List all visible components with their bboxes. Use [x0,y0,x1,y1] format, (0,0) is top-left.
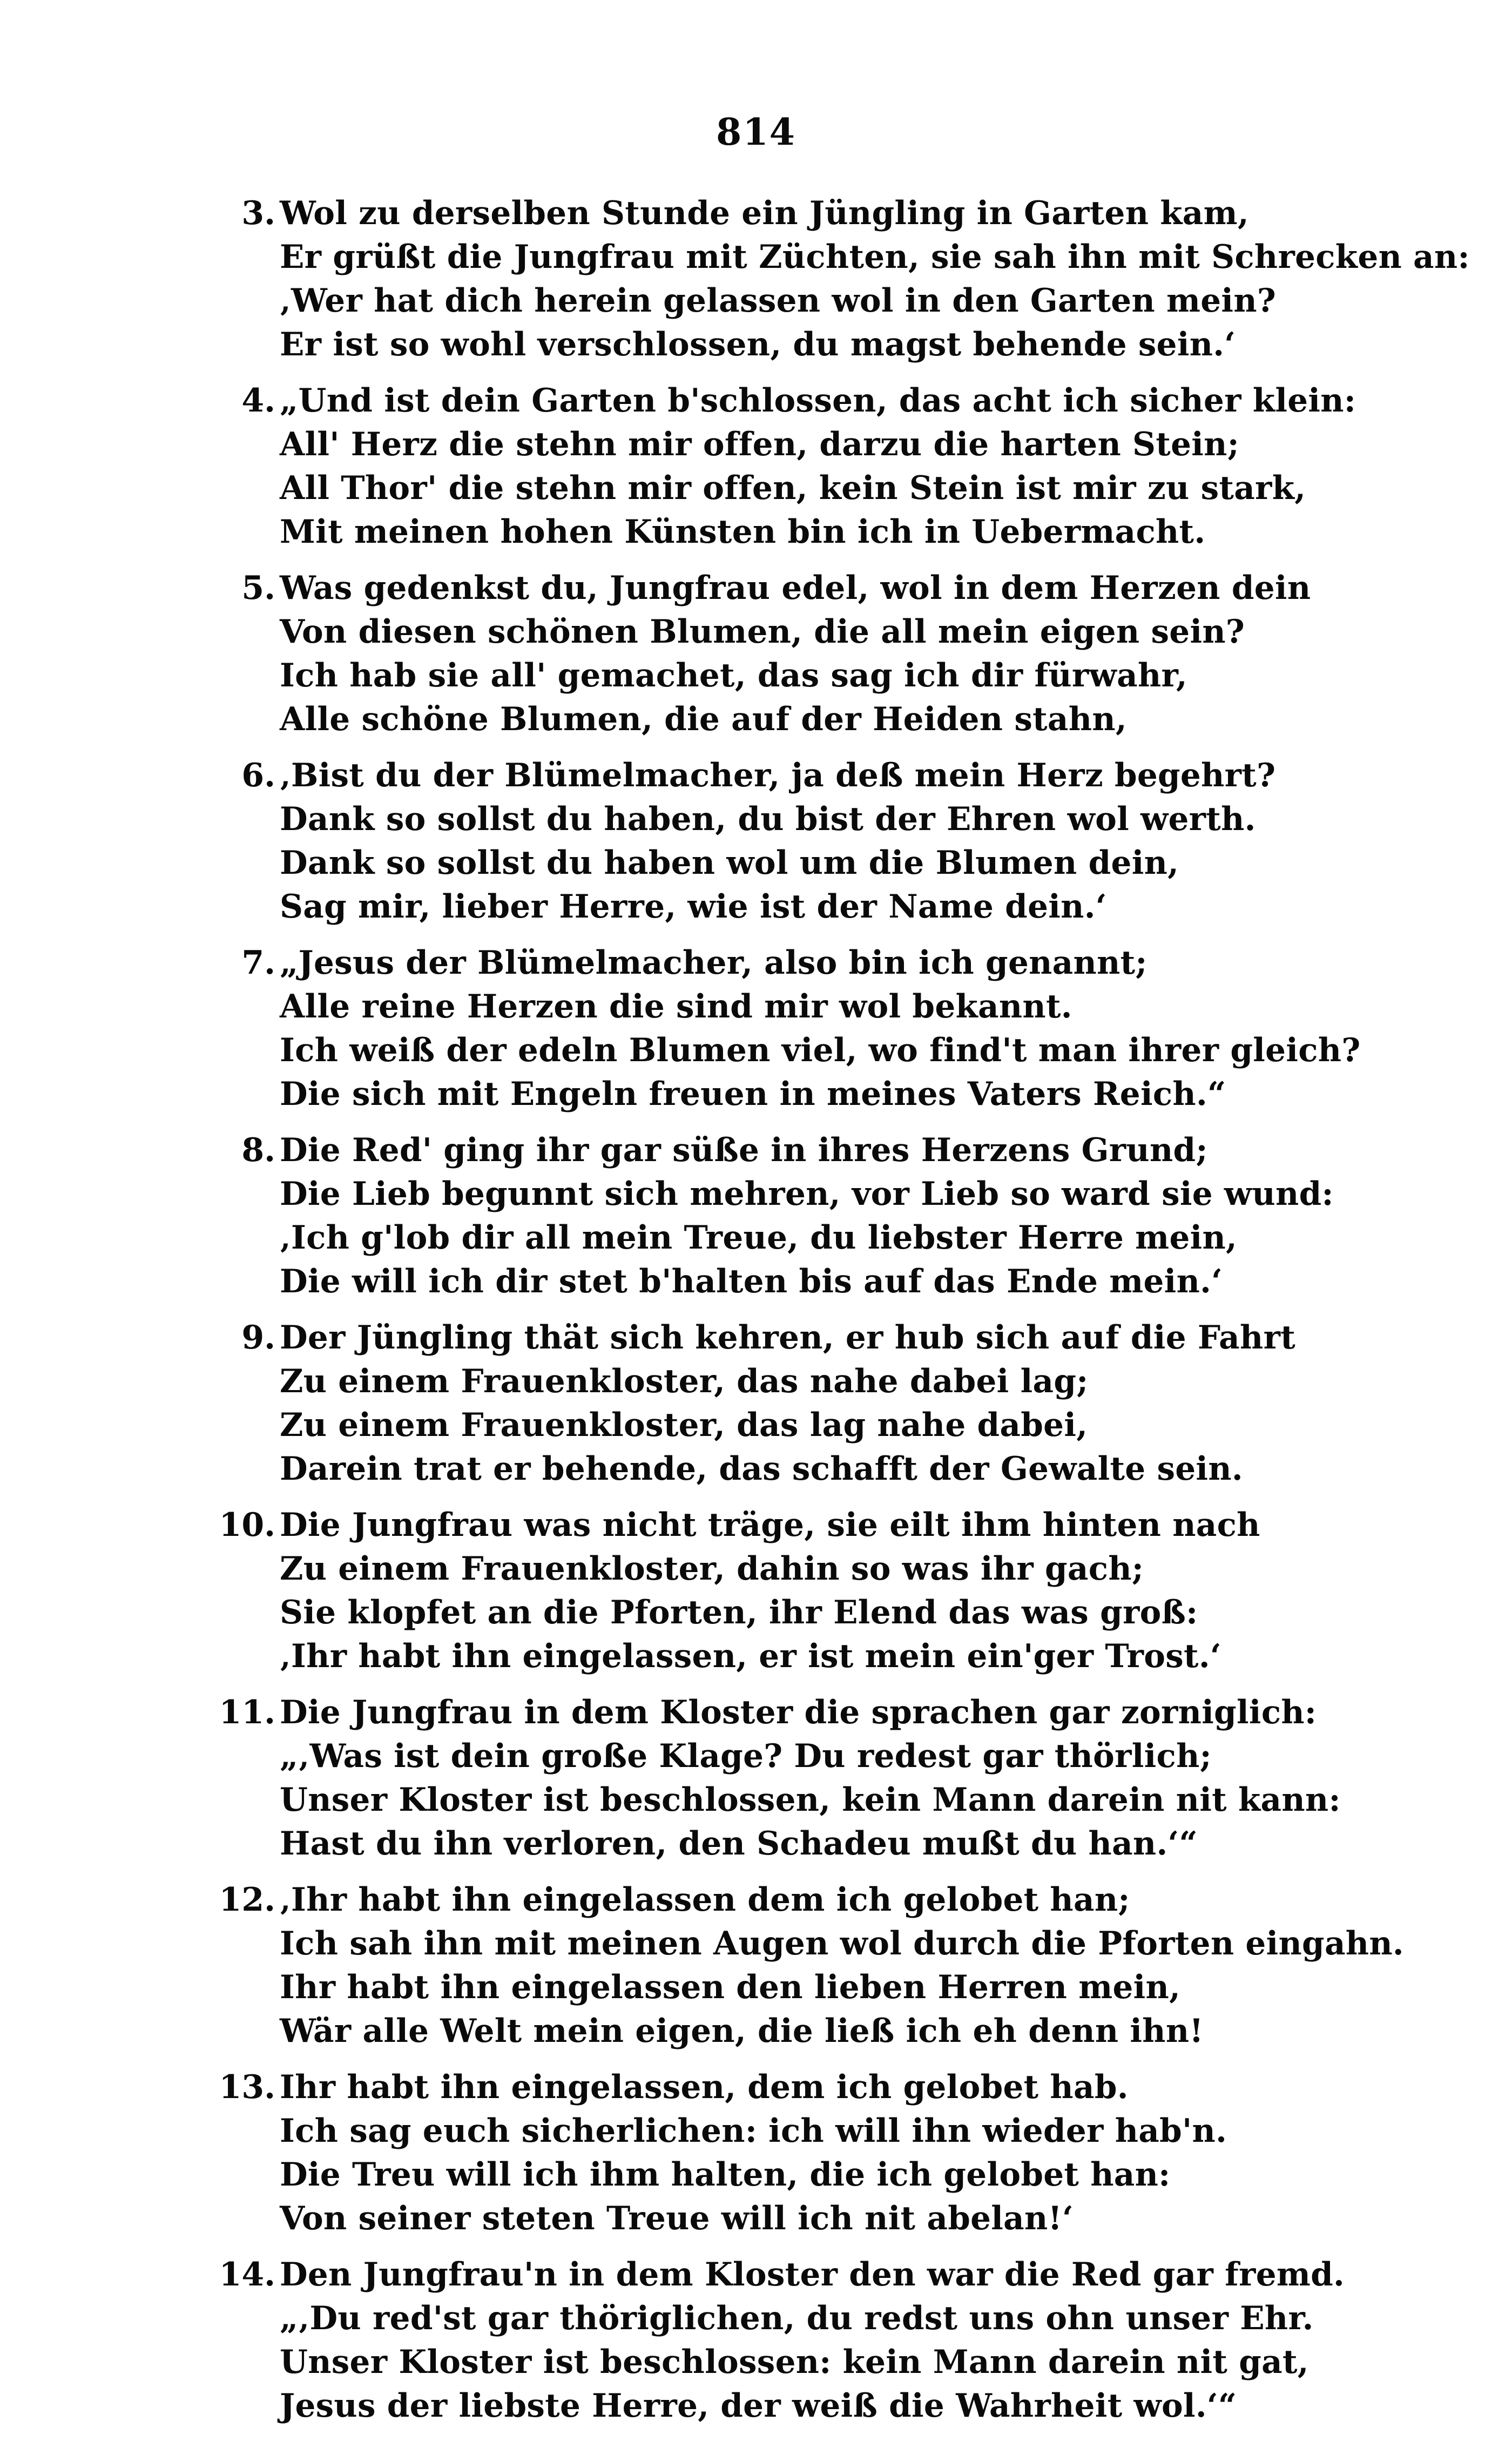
verse-line: Dank so sollst du haben wol um die Blumen dein, [280,844,1179,882]
verse-line: „Und ist dein Garten b'schlossen, das acht ich sicher klein: [280,382,1356,420]
verse-line: Ihr habt ihn eingelassen den lieben Herren mein, [280,1968,1181,2006]
stanza-lines [275,1503,1485,1678]
stanza [205,2253,1485,2428]
verse-line: Die Treu will ich ihm halten, die ich gelobet han: [280,2156,1171,2194]
stanza-lines [275,2066,1485,2241]
verse-line: „Jesus der Blümelmacher, also bin ich genannt; [280,944,1148,982]
stanza-number: 13. [219,2068,275,2106]
verse-line: Zu einem Frauenkloster, dahin so was ihr gach; [280,1550,1144,1588]
stanza-lines [275,1691,1485,1866]
stanza [205,1691,1485,1866]
verse-line: All Thor' die stehn mir offen, kein Stein ist mir zu stark, [280,469,1306,507]
verse-line: Darein trat er behende, das schafft der Gewalte sein. [280,1450,1243,1488]
stanza-lines [275,2253,1485,2428]
verse-line: Was gedenkst du, Jungfrau edel, wol in dem Herzen dein [280,569,1311,607]
verse-line: Die sich mit Engeln freuen in meines Vaters Reich.“ [280,1075,1226,1113]
stanza-lines [275,941,1485,1116]
stanza-number: 6. [241,757,275,794]
verse-line: Wär alle Welt mein eigen, die ließ ich eh denn ihn! [280,2012,1204,2050]
verse-line: „‚Was ist dein große Klage? Du redest gar thörlich; [280,1737,1212,1775]
stanza-number: 3. [241,194,275,232]
stanza [205,192,1485,367]
stanza-lines [275,192,1485,367]
verse-line: Von diesen schönen Blumen, die all mein eigen sein? [280,613,1245,651]
verse-line: Der Jüngling thät sich kehren, er hub sich auf die Fahrt [280,1319,1295,1357]
verse-line: Unser Kloster ist beschlossen, kein Mann darein nit kann: [280,1781,1341,1819]
verse-line: Alle reine Herzen die sind mir wol bekannt. [280,988,1072,1026]
verse-line: ‚Ich g'lob dir all mein Treue, du liebster Herre mein, [280,1219,1238,1257]
stanza-lines [275,1316,1485,1491]
stanza-number: 8. [241,1131,275,1169]
verse-line: Zu einem Frauenkloster, das nahe dabei lag; [280,1363,1089,1400]
verse-line: ‚Ihr habt ihn eingelassen dem ich gelobet han; [280,1881,1130,1919]
verse-line: Ich weiß der edeln Blumen viel, wo find't man ihrer gleich? [280,1031,1361,1069]
stanza-lines [275,567,1485,741]
verse-line: Hast du ihn verloren, den Schadeu mußt du han.‘“ [280,1825,1198,1863]
verse-line: Alle schöne Blumen, die auf der Heiden stahn, [280,700,1127,738]
stanza-number: 4. [241,382,275,420]
poem-text [205,192,1485,2440]
stanza [205,379,1485,554]
stanza-number: 11. [219,1694,275,1731]
verse-line: Sag mir, lieber Herre, wie ist der Name dein.‘ [280,888,1107,926]
stanza [205,754,1485,929]
verse-line: ‚Ihr habt ihn eingelassen, er ist mein ein'ger Trost.‘ [280,1637,1221,1675]
stanza-lines [275,1878,1485,2053]
stanza [205,567,1485,741]
stanza-number: 9. [241,1319,275,1357]
stanza [205,2066,1485,2241]
verse-line: Jesus der liebste Herre, der weiß die Wahrheit wol.‘“ [280,2387,1237,2425]
verse-line: Mit meinen hohen Künsten bin ich in Uebermacht. [280,513,1206,551]
page-number: 814 [716,111,796,154]
stanza-number: 7. [241,944,275,982]
verse-line: Dank so sollst du haben, du bist der Ehren wol werth. [280,800,1256,838]
verse-line: Ich hab sie all' gemachet, das sag ich dir fürwahr, [280,657,1187,694]
verse-line: Von seiner steten Treue will ich nit abelan!‘ [280,2200,1074,2237]
stanza [205,941,1485,1116]
stanza-lines [275,754,1485,929]
stanza-number: 14. [219,2256,275,2294]
verse-line: Ich sag euch sicherlichen: ich will ihn wieder hab'n. [280,2112,1227,2150]
verse-line: „‚Du red'st gar thöriglichen, du redst uns ohn unser Ehr. [280,2299,1314,2337]
stanza [205,1878,1485,2053]
verse-line: Er ist so wohl verschlossen, du magst behende sein.‘ [280,326,1236,363]
verse-line: Ich sah ihn mit meinen Augen wol durch die Pforten eingahn. [280,1925,1404,1963]
verse-line: All' Herz die stehn mir offen, darzu die harten Stein; [280,426,1239,463]
stanza-number: 12. [219,1881,275,1919]
verse-line: Sie klopfet an die Pforten, ihr Elend das was groß: [280,1594,1198,1631]
stanza-number: 5. [241,569,275,607]
stanza [205,1316,1485,1491]
stanza-lines [275,379,1485,554]
verse-line: Die Red' ging ihr gar süße in ihres Herzens Grund; [280,1131,1208,1169]
verse-line: Die Jungfrau was nicht träge, sie eilt ihm hinten nach [280,1506,1260,1544]
verse-line: Unser Kloster ist beschlossen: kein Mann darein nit gat, [280,2343,1309,2381]
verse-line: Die will ich dir stet b'halten bis auf das Ende mein.‘ [280,1263,1223,1300]
verse-line: Zu einem Frauenkloster, das lag nahe dabei, [280,1406,1088,1444]
verse-line: ‚Bist du der Blümelmacher, ja deß mein Herz begehrt? [280,757,1276,794]
verse-line: Ihr habt ihn eingelassen, dem ich gelobet hab. [280,2068,1129,2106]
verse-line: Den Jungfrau'n in dem Kloster den war die Red gar fremd. [280,2256,1345,2294]
verse-line: Die Jungfrau in dem Kloster die sprachen gar zorniglich: [280,1694,1317,1731]
stanza [205,1129,1485,1304]
stanza [205,1503,1485,1678]
stanza-number: 10. [219,1506,275,1544]
verse-line: Die Lieb begunnt sich mehren, vor Lieb so ward sie wund: [280,1175,1334,1213]
stanza-lines [275,1129,1485,1304]
verse-line: Wol zu derselben Stunde ein Jüngling in Garten kam, [280,194,1249,232]
verse-line: ‚Wer hat dich herein gelassen wol in den Garten mein? [280,282,1277,320]
verse-line: Er grüßt die Jungfrau mit Züchten, sie sah ihn mit Schrecken an: [280,238,1470,276]
